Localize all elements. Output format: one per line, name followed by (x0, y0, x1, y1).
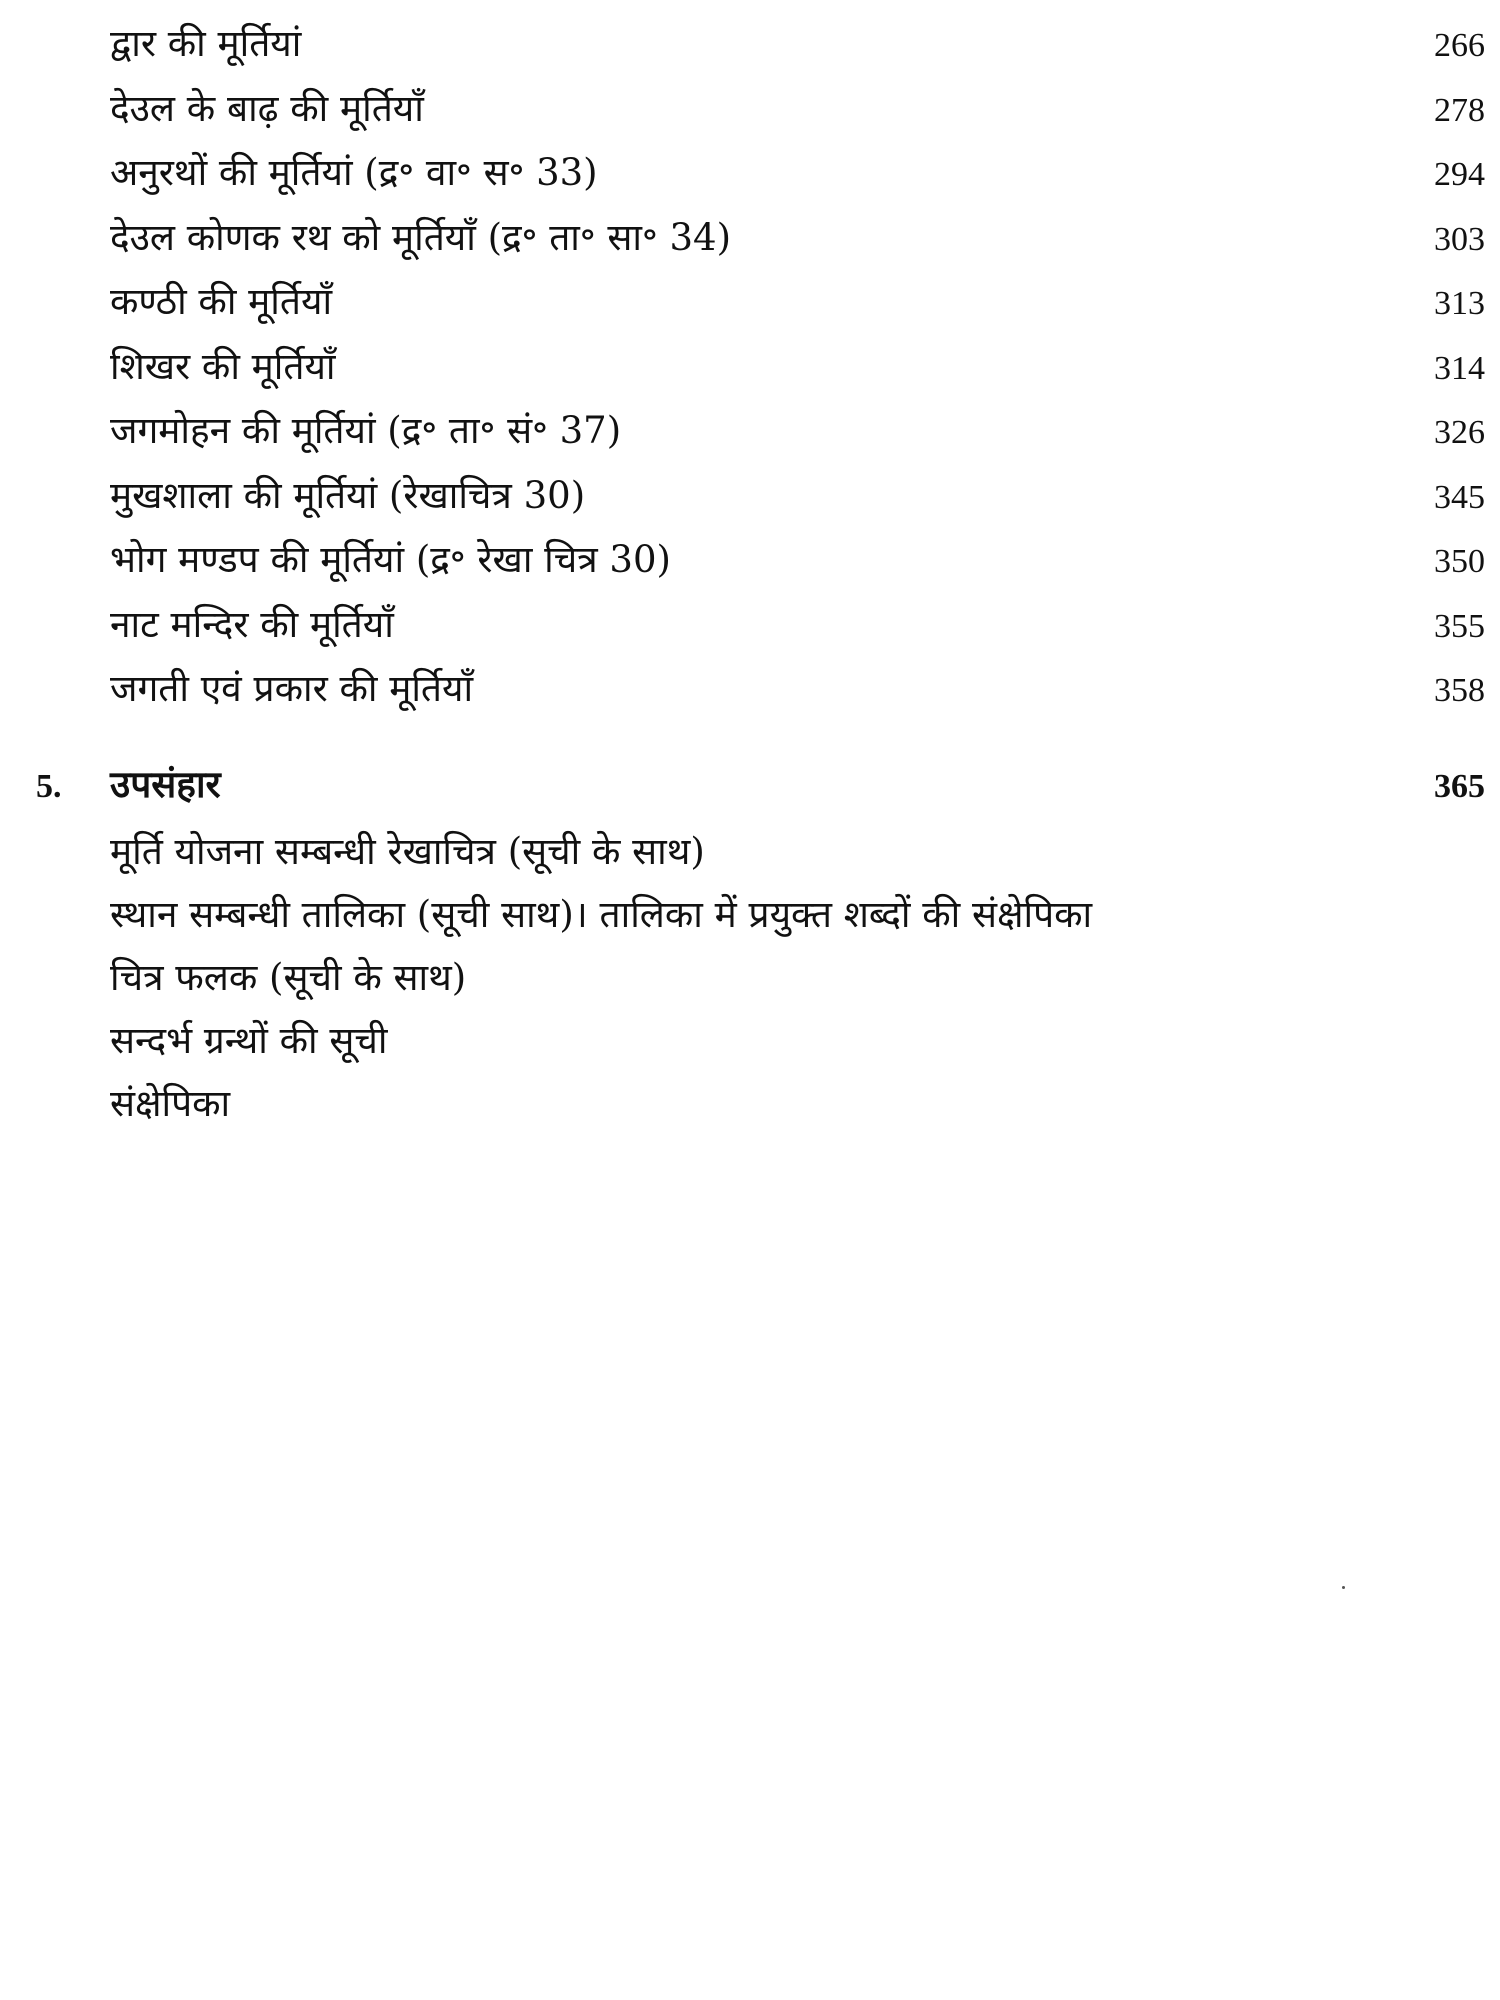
toc-entry-page: 278 (1434, 91, 1485, 129)
toc-entry-title: भोग मण्डप की मूर्तियां (द्र॰ रेखा चित्र 30) (110, 538, 671, 581)
toc-entry-title: द्वार की मूर्तियां (110, 22, 302, 65)
sub-entry: मूर्ति योजना सम्बन्धी रेखाचित्र (सूची के साथ) (110, 830, 705, 873)
toc-entry-title: मुखशाला की मूर्तियां (रेखाचित्र 30) (110, 473, 586, 517)
toc-entry-page: 294 (1434, 156, 1485, 193)
toc-entry (110, 657, 1485, 722)
toc-entry-page: 314 (1434, 349, 1485, 387)
toc-entry-title: अनुरथों की मूर्तियां (द्र॰ वा॰ स॰ 33) (110, 151, 598, 194)
toc-entry-title: देउल कोणक रथ को मूर्तियाँ (द्र॰ ता॰ सा॰ 34) (110, 215, 732, 259)
toc-entry (110, 12, 1485, 77)
toc-entry-page: 313 (1434, 285, 1485, 322)
toc-entry-title: शिखर की मूर्तियाँ (110, 344, 336, 388)
toc-entry-title: नाट मन्दिर की मूर्तियाँ (110, 602, 394, 646)
toc-entry (110, 399, 1485, 464)
toc-entry (110, 528, 1485, 593)
chapter-sub-list (110, 820, 1485, 1135)
toc-entry (110, 141, 1485, 206)
toc-entry (110, 206, 1485, 271)
toc-entry-title: जगती एवं प्रकार की मूर्तियाँ (110, 667, 474, 710)
toc-entry (110, 77, 1485, 142)
toc-entry-page: 345 (1434, 478, 1485, 516)
sub-entry: चित्र फलक (सूची के साथ) (110, 956, 467, 999)
toc-entry-page: 355 (1434, 607, 1485, 645)
chapter-number: 5. (36, 768, 62, 805)
sub-entry: स्थान सम्बन्धी तालिका (सूची साथ)। तालिका में प्रयुक्त शब्दों की संक्षेपिका (110, 893, 1093, 936)
toc-entry-title: कण्ठी की मूर्तियाँ (110, 280, 333, 323)
chapter-title: उपसंहार (110, 762, 221, 806)
toc-entry-page: 350 (1434, 543, 1485, 580)
toc-entry (110, 335, 1485, 400)
toc-entry-page: 266 (1434, 27, 1485, 64)
toc-list (110, 12, 1485, 722)
sub-entry: संक्षेपिका (110, 1082, 231, 1125)
toc-entry (110, 593, 1485, 658)
sub-entry: सन्दर्भ ग्रन्थों की सूची (110, 1019, 388, 1062)
toc-entry-title: देउल के बाढ़ की मूर्तियाँ (110, 86, 424, 130)
chapter-heading (36, 752, 1485, 816)
toc-entry-page: 326 (1434, 414, 1485, 451)
toc-entry-title: जगमोहन की मूर्तियां (द्र॰ ता॰ सं॰ 37) (110, 409, 622, 452)
toc-entry-page: 358 (1434, 672, 1485, 709)
toc-entry (110, 464, 1485, 529)
chapter-page: 365 (1434, 768, 1485, 805)
scan-speck (1342, 1586, 1345, 1589)
toc-entry-page: 303 (1434, 220, 1485, 258)
toc-entry (110, 270, 1485, 335)
